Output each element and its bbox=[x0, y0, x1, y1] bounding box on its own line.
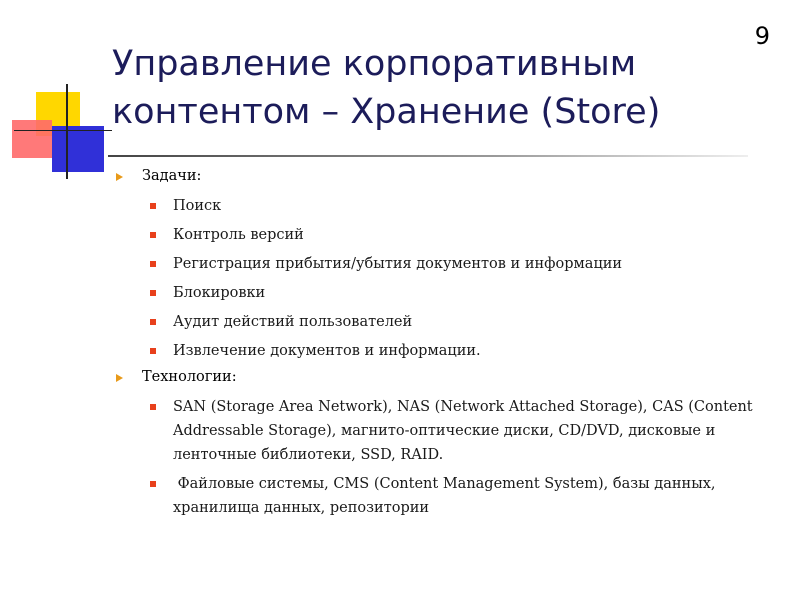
decor-red-square bbox=[12, 120, 52, 158]
square-bullet-icon bbox=[150, 481, 156, 487]
triangle-bullet-icon bbox=[116, 374, 123, 382]
section-technologies bbox=[116, 368, 776, 387]
list-item-text: Контроль версий bbox=[173, 227, 304, 243]
list-item bbox=[116, 194, 776, 218]
decorative-squares bbox=[0, 0, 120, 190]
list-item-text: Регистрация прибытия/убытия документов и информации bbox=[173, 256, 623, 272]
decor-vertical-line bbox=[66, 84, 68, 179]
square-bullet-icon bbox=[150, 232, 156, 238]
title-divider bbox=[108, 155, 748, 157]
list-item-text: Файловые системы, CMS (Content Management System), базы данных, хранилища данных, репозитории bbox=[173, 476, 721, 516]
decor-blue-square bbox=[52, 126, 104, 172]
list-item-text: Поиск bbox=[173, 198, 222, 214]
decor-horizontal-line bbox=[14, 130, 112, 131]
section-tasks bbox=[116, 167, 776, 186]
title-line-2: контентом – Хранение (Store) bbox=[112, 92, 661, 132]
list-item bbox=[116, 310, 776, 334]
page-number: 9 bbox=[754, 22, 770, 50]
list-item-text: Блокировки bbox=[173, 285, 266, 301]
list-item-text: SAN (Storage Area Network), NAS (Network Attached Storage), CAS (Content Addressable Storage), магнито-оптические диски, CD/DVD, дисковые и ленточные библиотеки, SSD, RAID. bbox=[173, 399, 753, 463]
square-bullet-icon bbox=[150, 404, 156, 410]
square-bullet-icon bbox=[150, 348, 156, 354]
square-bullet-icon bbox=[150, 203, 156, 209]
list-item bbox=[116, 339, 776, 363]
square-bullet-icon bbox=[150, 290, 156, 296]
list-item bbox=[116, 252, 776, 276]
title-line-1: Управление корпоративным bbox=[112, 44, 637, 84]
triangle-bullet-icon bbox=[116, 173, 123, 181]
section-label: Задачи: bbox=[142, 168, 202, 184]
list-item-text: Аудит действий пользователей bbox=[173, 314, 413, 330]
section-label: Технологии: bbox=[142, 369, 237, 385]
list-item bbox=[116, 395, 776, 467]
slide-body bbox=[116, 167, 776, 525]
slide-title bbox=[112, 40, 772, 136]
list-item bbox=[116, 472, 776, 520]
list-item bbox=[116, 223, 776, 247]
list-item-text: Извлечение документов и информации. bbox=[173, 343, 481, 359]
square-bullet-icon bbox=[150, 261, 156, 267]
square-bullet-icon bbox=[150, 319, 156, 325]
list-item bbox=[116, 281, 776, 305]
